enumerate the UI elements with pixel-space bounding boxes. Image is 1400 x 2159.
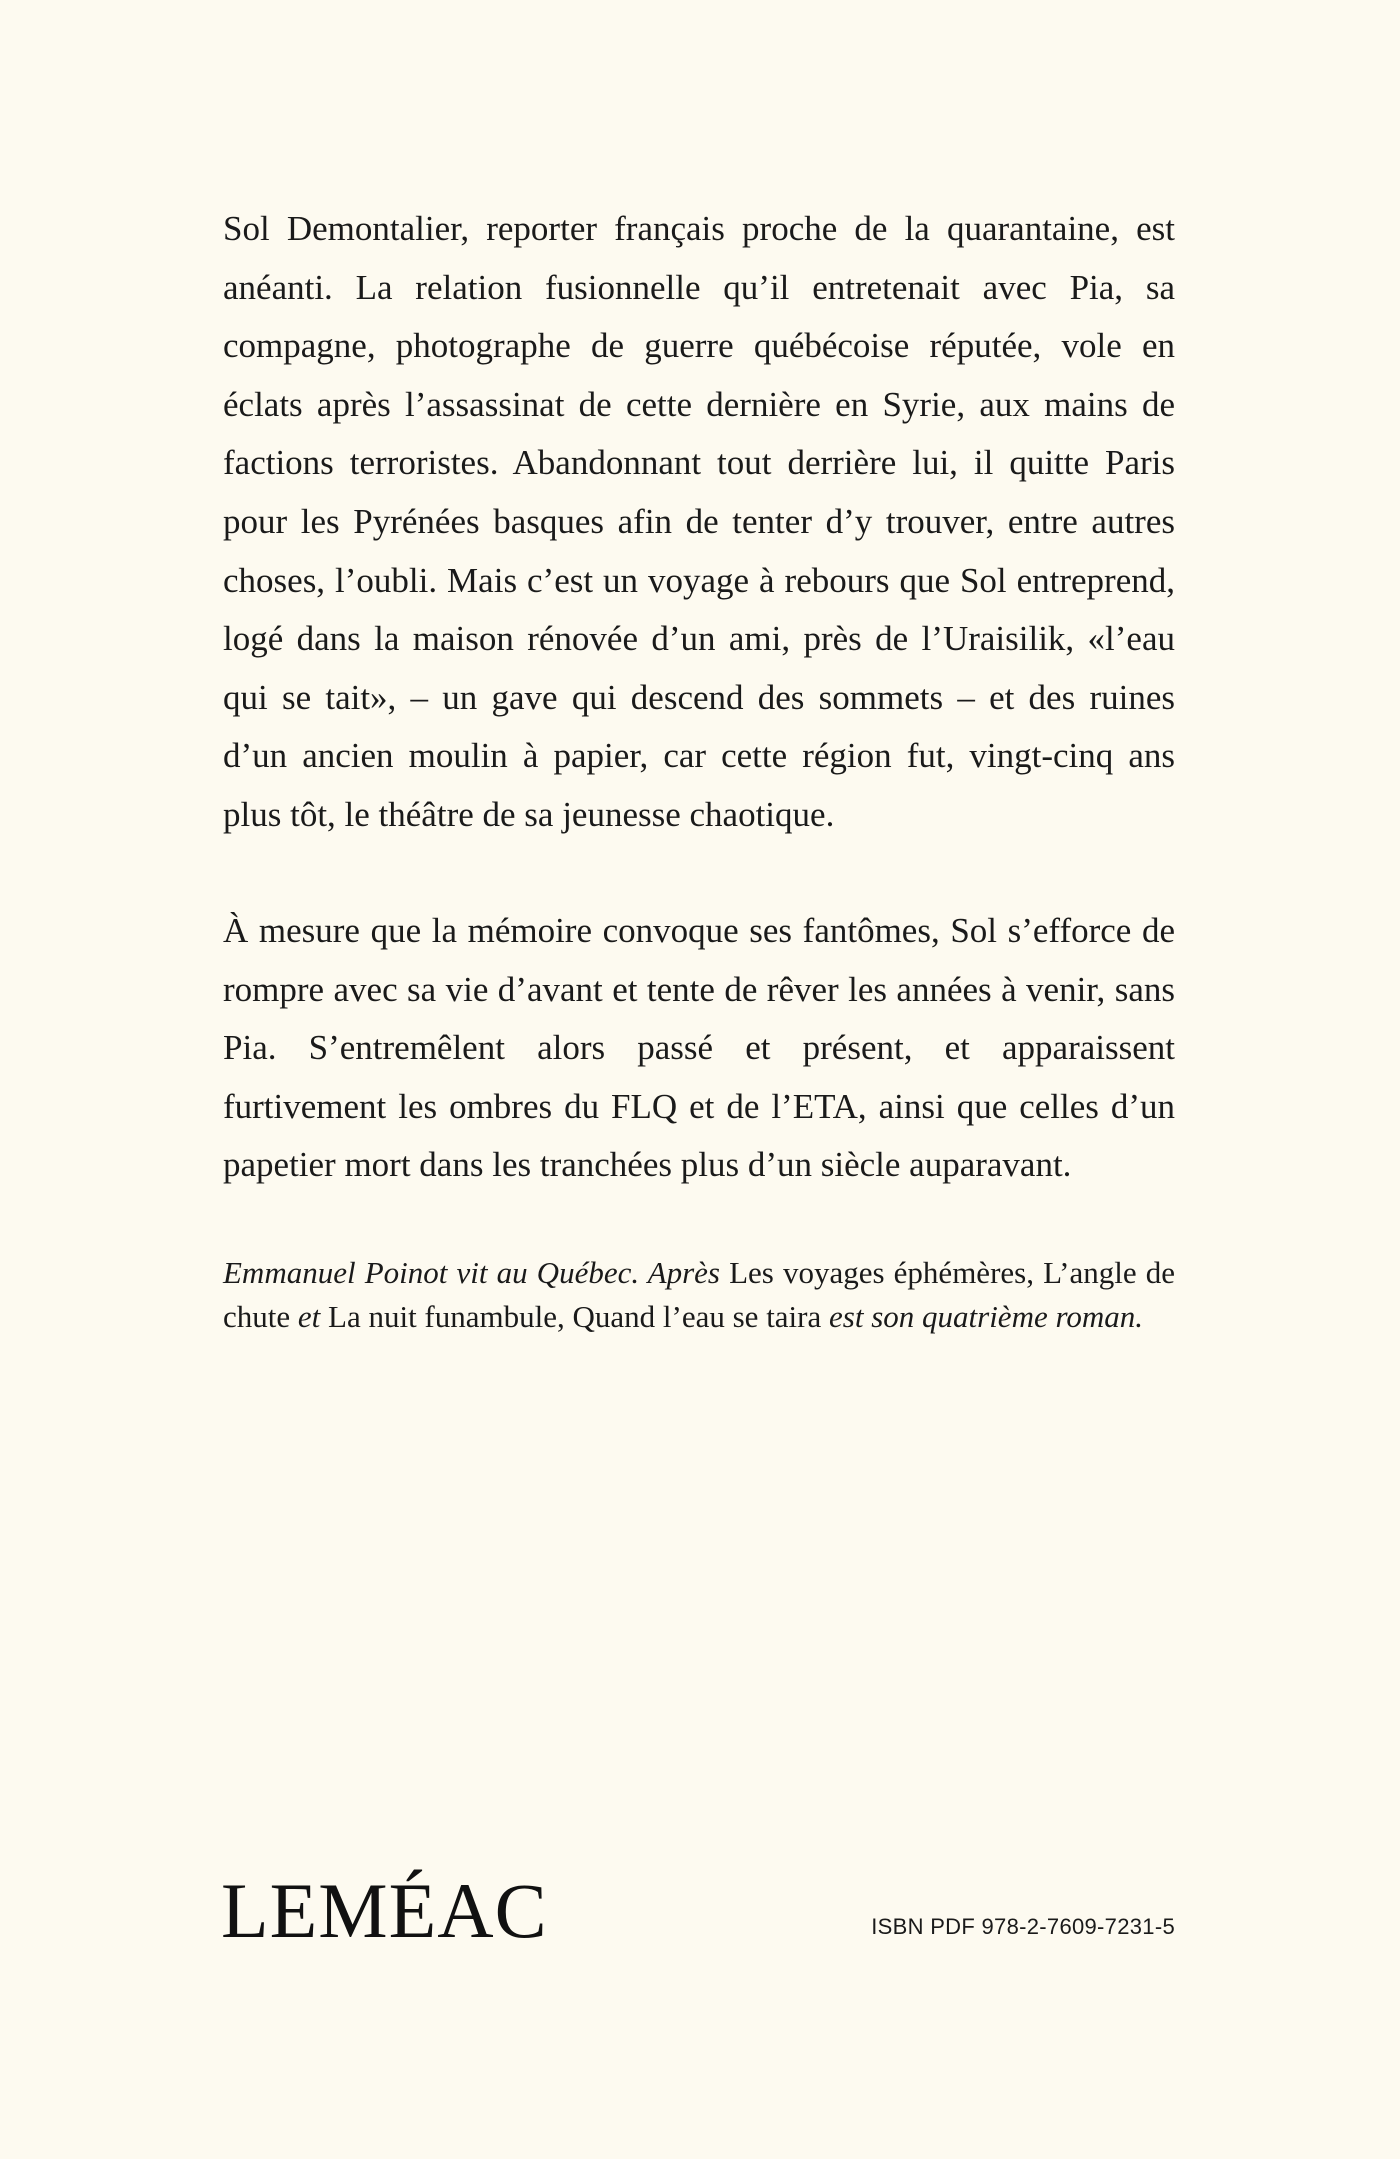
summary-paragraph-2: À mesure que la mémoire convoque ses fantômes, Sol s’efforce de rompre avec sa vie d’avant et tente de rêver les années à venir, sans Pia. S’entremêlent alors passé et présent, et apparaissent furtivement les ombres du FLQ et de l’ETA, ainsi que celles d’un papetier mort dans les tranchées plus d’un siècle auparavant. xyxy=(223,911,1175,1185)
author-bio xyxy=(223,1251,1175,1339)
book-title-3: La nuit funambule, xyxy=(328,1299,565,1334)
publisher-logo: LEMÉAC xyxy=(221,1867,548,1954)
summary-paragraph-1: Sol Demontalier, reporter français proche de la quarantaine, est anéanti. La relation fusionnelle qu’il entretenait avec Pia, sa compagne, photographe de guerre québécoise réputée, vole en éclats après l’assassinat de cette dernière en Syrie, aux mains de factions terroristes. Abandonnant tout derrière lui, il quitte Paris pour les Pyrénées basques afin de tenter d’y trouver, entre autres choses, l’oubli. Mais c’est un voyage à rebours que Sol entreprend, logé dans la maison rénovée d’un ami, près de l’Uraisilik, «l’eau qui se tait», – un gave qui descend des sommets – et des ruines d’un ancien moulin à papier, car cette région fut, vingt-cinq ans plus tôt, le théâtre de sa jeunesse chaotique. xyxy=(223,209,1175,834)
book-title-1: Les voyages éphémères, xyxy=(729,1255,1034,1290)
book-title-4: Quand l’eau se taira xyxy=(572,1299,822,1334)
book-title-2: L’angle de chute xyxy=(223,1255,1176,1334)
isbn-number: ISBN PDF 978-2-7609-7231-5 xyxy=(871,1914,1175,1939)
bio-intro: Emmanuel Poinot vit au Québec. Après xyxy=(223,1255,720,1290)
bio-conjunction: et xyxy=(297,1299,321,1334)
bio-outro: est son quatrième roman. xyxy=(829,1299,1144,1334)
